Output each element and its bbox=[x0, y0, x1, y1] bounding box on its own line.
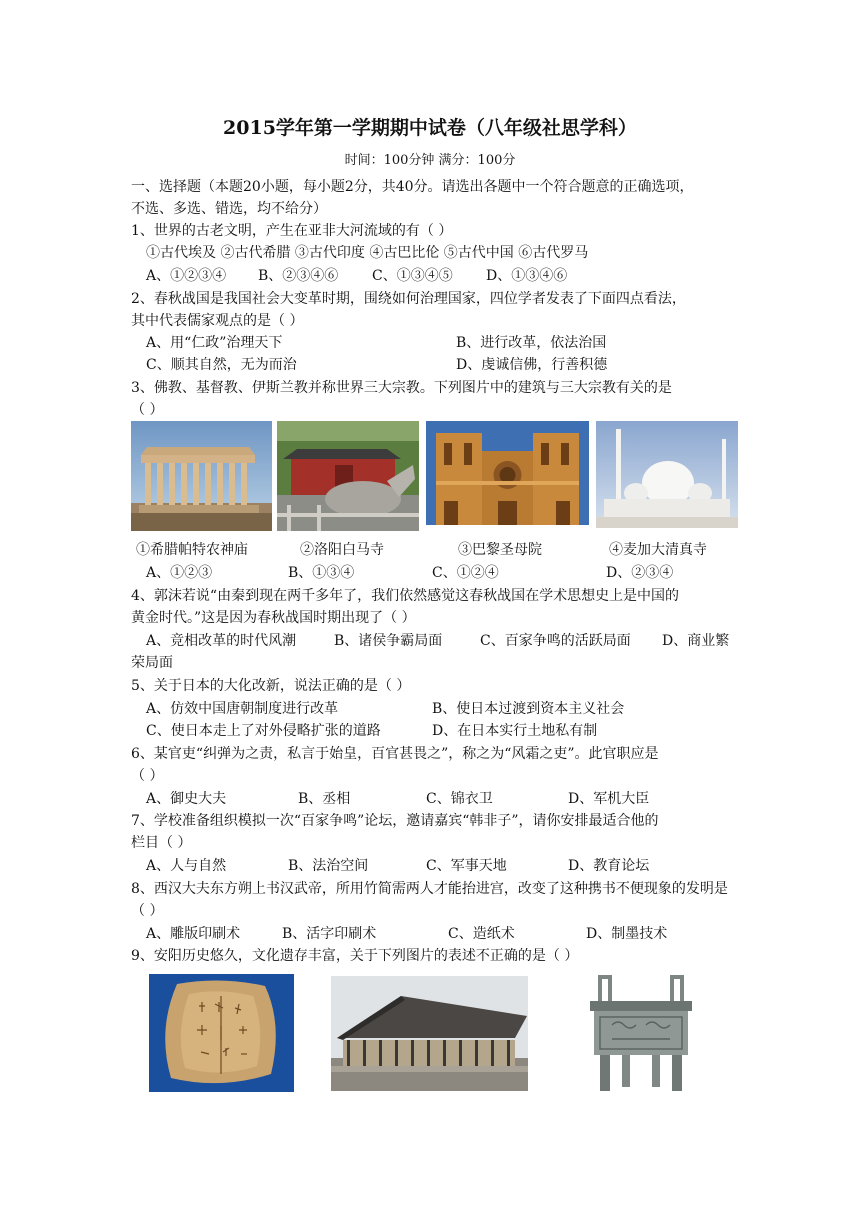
q1-stem: 1、世界的古老文明，产生在亚非大河流域的有（ ） bbox=[131, 223, 453, 239]
q3-caption-4: ④麦加大清真寺 bbox=[609, 542, 707, 558]
q3-stem-line2: （ ） bbox=[131, 402, 164, 418]
q2-option-a: A、用“仁政”治理天下 bbox=[146, 335, 283, 351]
q3-option-a: A、①②③ bbox=[146, 565, 213, 581]
grand-mosque-photo bbox=[596, 421, 738, 528]
q6-option-d: D、军机大臣 bbox=[568, 791, 650, 807]
q8-stem-line2: （ ） bbox=[131, 903, 164, 919]
section-heading-line2: 不选、多选、错选，均不给分） bbox=[131, 201, 327, 217]
q1-items: ①古代埃及 ②古代希腊 ③古代印度 ④古巴比伦 ⑤古代中国 ⑥古代罗马 bbox=[146, 245, 589, 261]
q4-option-b: B、诸侯争霸局面 bbox=[334, 633, 443, 649]
q4-stem-line1: 4、郭沫若说“由秦到现在两千多年了，我们依然感觉这春秋战国在学术思想史上是中国的 bbox=[131, 588, 680, 604]
page-title: 2015学年第一学期期中试卷（八年级社思学科） bbox=[223, 117, 637, 139]
q4-stem-line2: 黄金时代。”这是因为春秋战国时期出现了（ ） bbox=[131, 610, 416, 626]
q5-option-b: B、使日本过渡到资本主义社会 bbox=[432, 701, 625, 717]
q8-option-c: C、造纸术 bbox=[448, 926, 515, 942]
q2-option-b: B、进行改革，依法治国 bbox=[456, 335, 607, 351]
simuwu-ding-photo bbox=[576, 971, 706, 1095]
q7-option-b: B、法治空间 bbox=[288, 858, 369, 874]
oracle-bone-photo bbox=[149, 974, 294, 1092]
q4-option-a: A、竞相改革的时代风潮 bbox=[146, 633, 297, 649]
q7-option-a: A、人与自然 bbox=[146, 858, 227, 874]
q1-option-a: A、①②③④ bbox=[146, 268, 227, 284]
q2-stem-line2: 其中代表儒家观点的是（ ） bbox=[131, 313, 304, 329]
q3-option-c: C、①②④ bbox=[432, 565, 499, 581]
q5-option-a: A、仿效中国唐朝制度进行改革 bbox=[146, 701, 339, 717]
q8-option-b: B、活字印刷术 bbox=[282, 926, 377, 942]
q8-option-a: A、雕版印刷术 bbox=[146, 926, 241, 942]
q5-option-c: C、使日本走上了对外侵略扩张的道路 bbox=[146, 723, 381, 739]
q3-caption-3: ③巴黎圣母院 bbox=[458, 542, 542, 558]
white-horse-temple-photo bbox=[277, 421, 419, 531]
q2-stem-line1: 2、春秋战国是我国社会大变革时期，围绕如何治理国家，四位学者发表了下面四点看法， bbox=[131, 291, 686, 307]
q5-option-d: D、在日本实行土地私有制 bbox=[432, 723, 598, 739]
q3-caption-2: ②洛阳白马寺 bbox=[300, 542, 384, 558]
exam-time-info: 时间：100分钟 满分：100分 bbox=[344, 153, 516, 168]
yin-ruins-palace-photo bbox=[331, 976, 528, 1091]
q2-option-d: D、虔诚信佛，行善积德 bbox=[456, 357, 608, 373]
q8-stem-line1: 8、西汉大夫东方朔上书汉武帝，所用竹简需两人才能抬进宫，改变了这种携书不便现象的发明是 bbox=[131, 881, 728, 897]
q6-option-b: B、丞相 bbox=[298, 791, 351, 807]
q3-option-b: B、①③④ bbox=[288, 565, 355, 581]
q3-stem-line1: 3、佛教、基督教、伊斯兰教并称世界三大宗教。下列图片中的建筑与三大宗教有关的是 bbox=[131, 380, 672, 396]
q1-option-d: D、①③④⑥ bbox=[486, 268, 568, 284]
q7-stem-line2: 栏目（ ） bbox=[131, 835, 192, 851]
q1-option-c: C、①③④⑤ bbox=[372, 268, 453, 284]
notre-dame-photo bbox=[426, 421, 589, 525]
q4-option-d: D、商业繁 bbox=[662, 633, 730, 649]
q2-option-c: C、顺其自然，无为而治 bbox=[146, 357, 297, 373]
q6-option-c: C、锦衣卫 bbox=[426, 791, 493, 807]
q3-caption-1: ①希腊帕特农神庙 bbox=[136, 542, 248, 558]
q6-option-a: A、御史大夫 bbox=[146, 791, 227, 807]
q1-option-b: B、②③④⑥ bbox=[258, 268, 339, 284]
q5-stem: 5、关于日本的大化改新，说法正确的是（ ） bbox=[131, 678, 411, 694]
parthenon-photo bbox=[131, 421, 272, 531]
q6-stem-line2: （ ） bbox=[131, 768, 164, 784]
q4-option-c: C、百家争鸣的活跃局面 bbox=[480, 633, 631, 649]
q4-option-d-wrap: 荣局面 bbox=[131, 655, 173, 671]
q7-option-c: C、军事天地 bbox=[426, 858, 507, 874]
q7-stem-line1: 7、学校准备组织模拟一次“百家争鸣”论坛，邀请嘉宾“韩非子”，请你安排最适合他的 bbox=[131, 813, 659, 829]
q7-option-d: D、教育论坛 bbox=[568, 858, 650, 874]
q8-option-d: D、制墨技术 bbox=[586, 926, 668, 942]
q9-stem: 9、安阳历史悠久，文化遗存丰富，关于下列图片的表述不正确的是（ ） bbox=[131, 948, 579, 964]
q6-stem-line1: 6、某官吏“纠弹为之责，私言于始皇，百官甚畏之”，称之为“风霜之吏”。此官职应是 bbox=[131, 746, 659, 762]
section-heading-line1: 一、选择题（本题20小题，每小题2分，共40分。请选出各题中一个符合题意的正确选项， bbox=[131, 179, 694, 195]
q3-option-d: D、②③④ bbox=[606, 565, 674, 581]
